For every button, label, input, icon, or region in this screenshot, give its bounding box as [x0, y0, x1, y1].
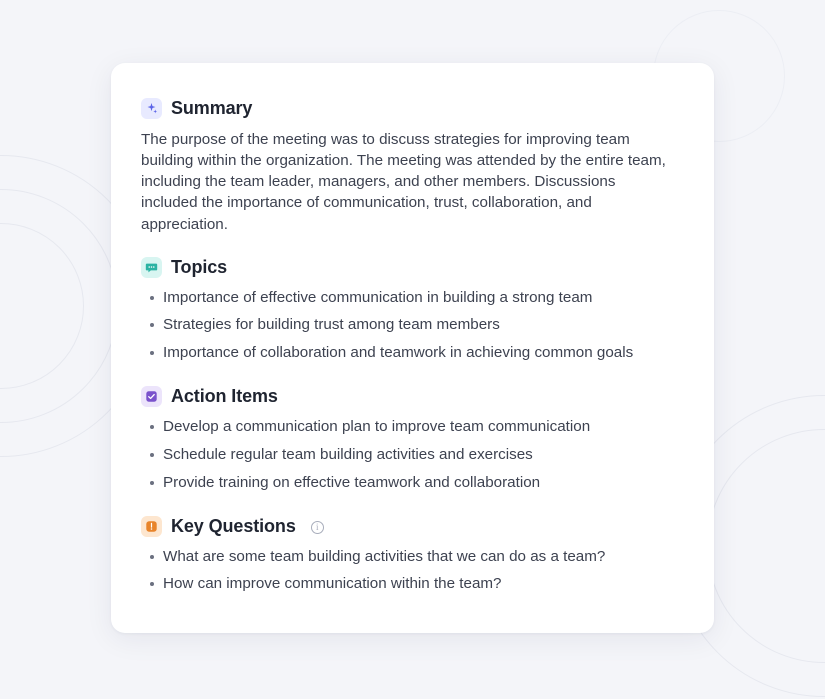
section-summary [141, 98, 684, 235]
section-header-key-questions [141, 516, 684, 537]
list-item: How can improve communication within the team? [163, 574, 678, 595]
list-item: Importance of effective communication in building a strong team [163, 288, 678, 309]
background-ring [707, 429, 825, 663]
section-key-questions [141, 516, 684, 596]
list-item: Importance of collaboration and teamwork in achieving common goals [163, 343, 678, 364]
section-title: Topics [171, 256, 228, 277]
section-title: Key Questions [171, 515, 296, 536]
action-items-list [141, 417, 684, 493]
section-header-topics [141, 257, 684, 278]
list-item: Schedule regular team building activities and exercises [163, 445, 678, 466]
checkbox-icon [141, 386, 162, 407]
section-title: Summary [171, 98, 253, 118]
list-item: Develop a communication plan to improve team communication [163, 417, 678, 438]
topics-list [141, 288, 684, 364]
key-questions-list [141, 547, 684, 596]
list-item: Strategies for building trust among team members [163, 315, 678, 336]
section-action-items [141, 386, 684, 493]
section-title: Action Items [171, 386, 278, 407]
section-header-action-items [141, 386, 684, 407]
info-icon[interactable]: i [311, 521, 324, 534]
chat-bubble-icon [141, 257, 162, 278]
section-topics [141, 257, 684, 364]
list-item: What are some team building activities that we can do as a team? [163, 547, 678, 568]
background-ring [0, 223, 84, 389]
sparkle-icon [141, 98, 162, 119]
background-ring [0, 189, 118, 423]
summary-paragraph: The purpose of the meeting was to discuss strategies for improving team building within the organization. The meeting was attended by the entire team, including the team leader, managers, and other members. Discussions included the importance of communication, trust, collaboration, and appreciation. [141, 131, 666, 233]
meeting-summary-card [111, 63, 714, 633]
list-item: Provide training on effective teamwork and collaboration [163, 473, 678, 494]
question-badge-icon [141, 516, 162, 537]
section-header-summary [141, 98, 684, 119]
